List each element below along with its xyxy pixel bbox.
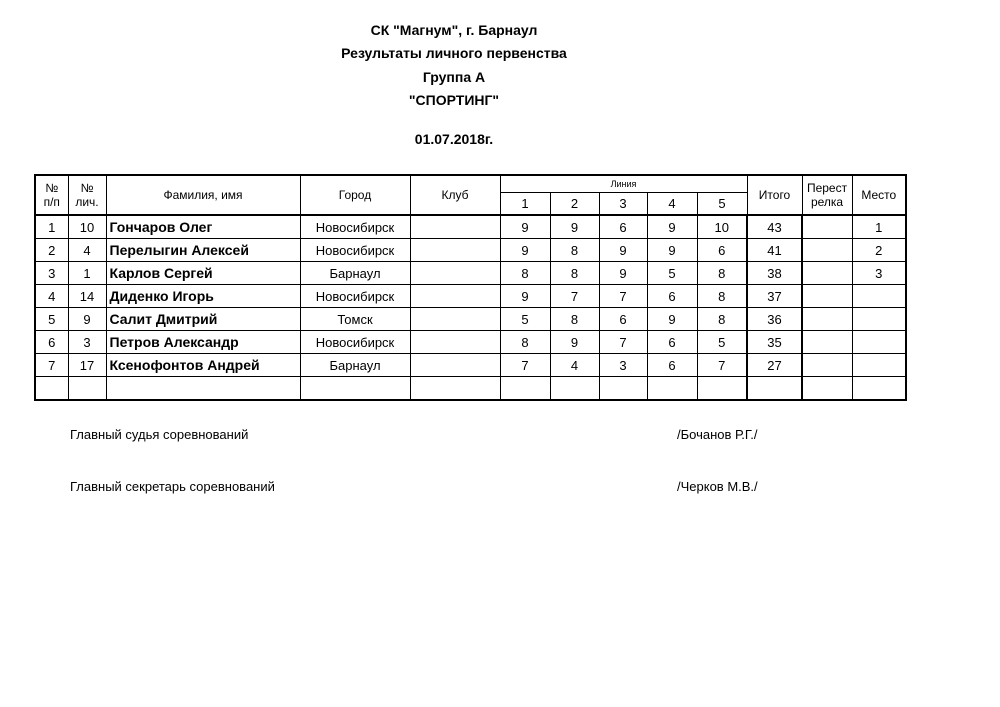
cell-city: Новосибирск — [300, 215, 410, 239]
cell-line-1: 9 — [500, 239, 550, 262]
cell-shootoff — [802, 239, 852, 262]
organizer-title: СК "Магнум", г. Барнаул — [370, 22, 538, 38]
header-line-5: 5 — [697, 193, 747, 216]
cell-city: Барнаул — [300, 262, 410, 285]
cell-shootoff — [802, 377, 852, 401]
cell-pp: 4 — [35, 285, 68, 308]
table-row — [35, 331, 906, 354]
cell-shootoff — [802, 331, 852, 354]
cell-club — [410, 331, 500, 354]
cell-lich: 1 — [68, 262, 106, 285]
cell-line-3 — [599, 377, 647, 401]
cell-city: Барнаул — [300, 354, 410, 377]
cell-line-2: 8 — [550, 308, 599, 331]
cell-lich: 17 — [68, 354, 106, 377]
cell-line-2: 4 — [550, 354, 599, 377]
cell-place — [852, 285, 906, 308]
cell-pp — [35, 377, 68, 401]
cell-club — [410, 285, 500, 308]
table-row — [35, 377, 906, 401]
cell-club — [410, 215, 500, 239]
cell-lich: 3 — [68, 331, 106, 354]
cell-line-5 — [697, 377, 747, 401]
cell-line-5: 10 — [697, 215, 747, 239]
cell-line-4: 9 — [647, 239, 697, 262]
cell-name: Петров Александр — [106, 331, 300, 354]
cell-line-5: 8 — [697, 262, 747, 285]
chief-secretary-name: /Черков М.В./ — [677, 479, 758, 494]
cell-name: Салит Дмитрий — [106, 308, 300, 331]
cell-total: 35 — [747, 331, 802, 354]
cell-city: Новосибирск — [300, 239, 410, 262]
cell-line-4: 6 — [647, 285, 697, 308]
cell-shootoff — [802, 215, 852, 239]
table-row — [35, 285, 906, 308]
cell-pp: 3 — [35, 262, 68, 285]
cell-club — [410, 377, 500, 401]
cell-place — [852, 331, 906, 354]
table-row — [35, 215, 906, 239]
cell-shootoff — [802, 262, 852, 285]
cell-line-2: 8 — [550, 262, 599, 285]
cell-name — [106, 377, 300, 401]
header-total: Итого — [747, 175, 802, 215]
cell-line-1: 9 — [500, 285, 550, 308]
cell-club — [410, 262, 500, 285]
cell-lich: 10 — [68, 215, 106, 239]
cell-place: 1 — [852, 215, 906, 239]
cell-line-2: 9 — [550, 215, 599, 239]
table-row — [35, 262, 906, 285]
cell-lich — [68, 377, 106, 401]
cell-line-3: 7 — [599, 285, 647, 308]
cell-club — [410, 308, 500, 331]
cell-line-5: 8 — [697, 285, 747, 308]
cell-line-3: 6 — [599, 215, 647, 239]
cell-place — [852, 308, 906, 331]
results-title: Результаты личного первенства — [341, 45, 567, 61]
cell-line-3: 9 — [599, 262, 647, 285]
cell-pp: 6 — [35, 331, 68, 354]
cell-line-3: 7 — [599, 331, 647, 354]
header-city: Город — [300, 175, 410, 215]
event-date: 01.07.2018г. — [414, 131, 494, 147]
header-name: Фамилия, имя — [106, 175, 300, 215]
cell-place — [852, 377, 906, 401]
cell-line-5: 6 — [697, 239, 747, 262]
table-row — [35, 308, 906, 331]
cell-name: Карлов Сергей — [106, 262, 300, 285]
header-line-2: 2 — [550, 193, 599, 216]
cell-lich: 9 — [68, 308, 106, 331]
cell-city: Новосибирск — [300, 331, 410, 354]
chief-judge-name: /Бочанов Р.Г./ — [677, 427, 758, 442]
cell-city: Томск — [300, 308, 410, 331]
header-place: Место — [852, 175, 906, 215]
cell-city: Новосибирск — [300, 285, 410, 308]
cell-line-1: 7 — [500, 354, 550, 377]
cell-place — [852, 354, 906, 377]
cell-line-3: 6 — [599, 308, 647, 331]
cell-total: 41 — [747, 239, 802, 262]
cell-total — [747, 377, 802, 401]
cell-line-3: 3 — [599, 354, 647, 377]
cell-total: 27 — [747, 354, 802, 377]
cell-total: 37 — [747, 285, 802, 308]
cell-line-4: 6 — [647, 331, 697, 354]
table-row — [35, 239, 906, 262]
cell-line-1: 5 — [500, 308, 550, 331]
cell-total: 36 — [747, 308, 802, 331]
cell-name: Гончаров Олег — [106, 215, 300, 239]
cell-pp: 5 — [35, 308, 68, 331]
cell-line-4: 9 — [647, 308, 697, 331]
header-line: Линия — [500, 175, 747, 193]
cell-total: 38 — [747, 262, 802, 285]
cell-line-1: 9 — [500, 215, 550, 239]
cell-name: Перелыгин Алексей — [106, 239, 300, 262]
cell-club — [410, 354, 500, 377]
cell-place: 2 — [852, 239, 906, 262]
cell-club — [410, 239, 500, 262]
cell-pp: 2 — [35, 239, 68, 262]
cell-line-1: 8 — [500, 331, 550, 354]
cell-city — [300, 377, 410, 401]
cell-line-5: 5 — [697, 331, 747, 354]
cell-lich: 14 — [68, 285, 106, 308]
cell-line-2: 9 — [550, 331, 599, 354]
header-shootoff: Перест релка — [802, 175, 852, 215]
cell-name: Диденко Игорь — [106, 285, 300, 308]
cell-line-4 — [647, 377, 697, 401]
header-lich: № лич. — [68, 175, 106, 215]
header-line-1: 1 — [500, 193, 550, 216]
cell-lich: 4 — [68, 239, 106, 262]
cell-line-2 — [550, 377, 599, 401]
cell-pp: 7 — [35, 354, 68, 377]
cell-line-4: 9 — [647, 215, 697, 239]
chief-secretary-label: Главный секретарь соревнований — [70, 479, 275, 494]
group-title: Группа А — [422, 69, 486, 85]
cell-pp: 1 — [35, 215, 68, 239]
cell-line-2: 7 — [550, 285, 599, 308]
cell-line-2: 8 — [550, 239, 599, 262]
header-line-4: 4 — [647, 193, 697, 216]
cell-line-3: 9 — [599, 239, 647, 262]
cell-line-5: 7 — [697, 354, 747, 377]
header-line-3: 3 — [599, 193, 647, 216]
cell-line-4: 5 — [647, 262, 697, 285]
cell-line-1 — [500, 377, 550, 401]
header-pp: № п/п — [35, 175, 68, 215]
chief-judge-label: Главный судья соревнований — [70, 427, 249, 442]
cell-place: 3 — [852, 262, 906, 285]
discipline-title: "СПОРТИНГ" — [408, 92, 500, 108]
cell-shootoff — [802, 308, 852, 331]
cell-name: Ксенофонтов Андрей — [106, 354, 300, 377]
results-table — [34, 174, 907, 401]
table-row — [35, 354, 906, 377]
cell-line-4: 6 — [647, 354, 697, 377]
cell-total: 43 — [747, 215, 802, 239]
cell-shootoff — [802, 285, 852, 308]
cell-line-1: 8 — [500, 262, 550, 285]
cell-shootoff — [802, 354, 852, 377]
header-club: Клуб — [410, 175, 500, 215]
cell-line-5: 8 — [697, 308, 747, 331]
